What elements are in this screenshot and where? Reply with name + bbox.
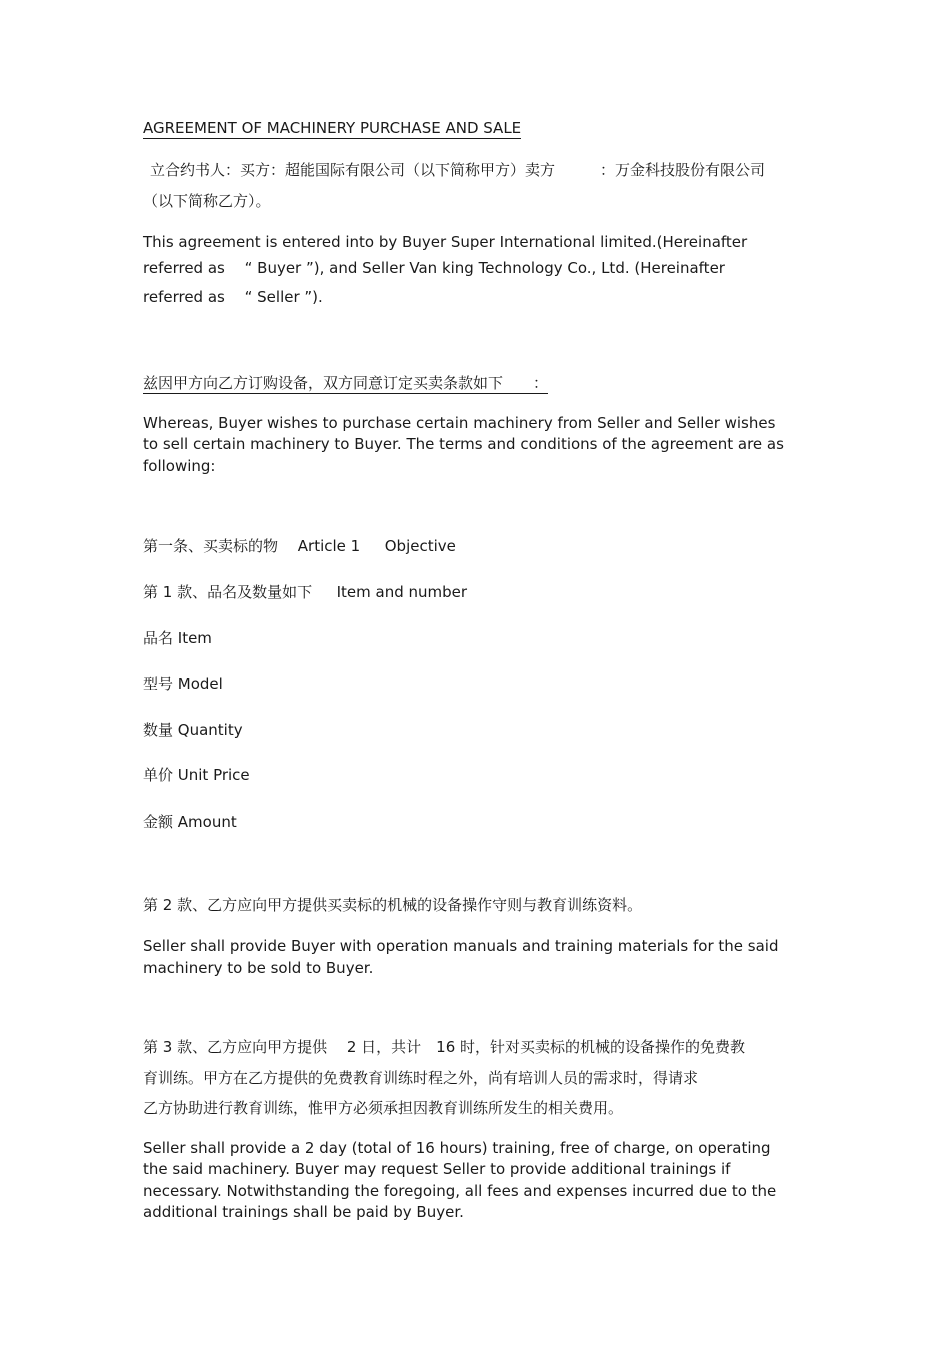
clause-1-heading: 第 1 款、品名及数量如下 Item and number: [143, 583, 468, 601]
parties-en-line-2: referred as “ Buyer ”), and Seller Van king Technology Co., Ltd. (Hereinafter: [143, 259, 725, 277]
clause-3-en-line-4: additional trainings shall be paid by Buyer.: [143, 1203, 464, 1221]
field-amount: 金额 Amount: [143, 813, 237, 831]
whereas-en-line-1: Whereas, Buyer wishes to purchase certain machinery from Seller and Seller wishes: [143, 414, 776, 432]
clause-3-cn-line-2: 育训练。甲方在乙方提供的免费教育训练时程之外，尚有培训人员的需求时，得请求: [143, 1069, 699, 1087]
field-unit-price: 单价 Unit Price: [143, 766, 250, 784]
clause-3-cn-line-1: 第 3 款、乙方应向甲方提供 2 日，共计 16 时，针对买卖标的机械的设备操作的免费教: [143, 1038, 746, 1056]
clause-3-en-line-3: necessary. Notwithstanding the foregoing, all fees and expenses incurred due to the: [143, 1182, 777, 1200]
field-model: 型号 Model: [143, 675, 223, 693]
parties-cn-line-2: （以下简称乙方）。: [143, 192, 271, 210]
field-item: 品名 Item: [143, 629, 212, 647]
clause-2-en-line-2: machinery to be sold to Buyer.: [143, 959, 374, 977]
parties-en-line-1: This agreement is entered into by Buyer Super International limited.(Hereinafter: [143, 233, 748, 251]
clause-3-en-line-1: Seller shall provide a 2 day (total of 16 hours) training, free of charge, on operating: [143, 1139, 771, 1157]
whereas-en-line-3: following:: [143, 457, 216, 475]
document-title-text: AGREEMENT OF MACHINERY PURCHASE AND SALE: [143, 119, 522, 137]
clause-2-cn: 第 2 款、乙方应向甲方提供买卖标的机械的设备操作守则与教育训练资料。: [143, 896, 643, 914]
article-1-heading: 第一条、买卖标的物 Article 1 Objective: [143, 537, 456, 555]
parties-cn-line-1: 立合约书人：买方：超能国际有限公司（以下简称甲方）卖方 ：万金科技股份有限公司: [150, 161, 766, 179]
clause-3-cn-line-3: 乙方协助进行教育训练，惟甲方必须承担因教育训练所发生的相关费用。: [143, 1099, 624, 1117]
whereas-cn: [143, 373, 548, 393]
whereas-en-line-2: to sell certain machinery to Buyer. The terms and conditions of the agreement are as: [143, 435, 784, 453]
document-title: [143, 118, 521, 138]
clause-3-en-line-2: the said machinery. Buyer may request Seller to provide additional trainings if: [143, 1160, 731, 1178]
field-quantity: 数量 Quantity: [143, 721, 243, 739]
parties-en-line-3: referred as “ Seller ”).: [143, 288, 323, 306]
clause-2-en-line-1: Seller shall provide Buyer with operation manuals and training materials for the said: [143, 937, 779, 955]
whereas-cn-text: 兹因甲方向乙方订购设备，双方同意订定买卖条款如下 ：: [143, 374, 549, 392]
